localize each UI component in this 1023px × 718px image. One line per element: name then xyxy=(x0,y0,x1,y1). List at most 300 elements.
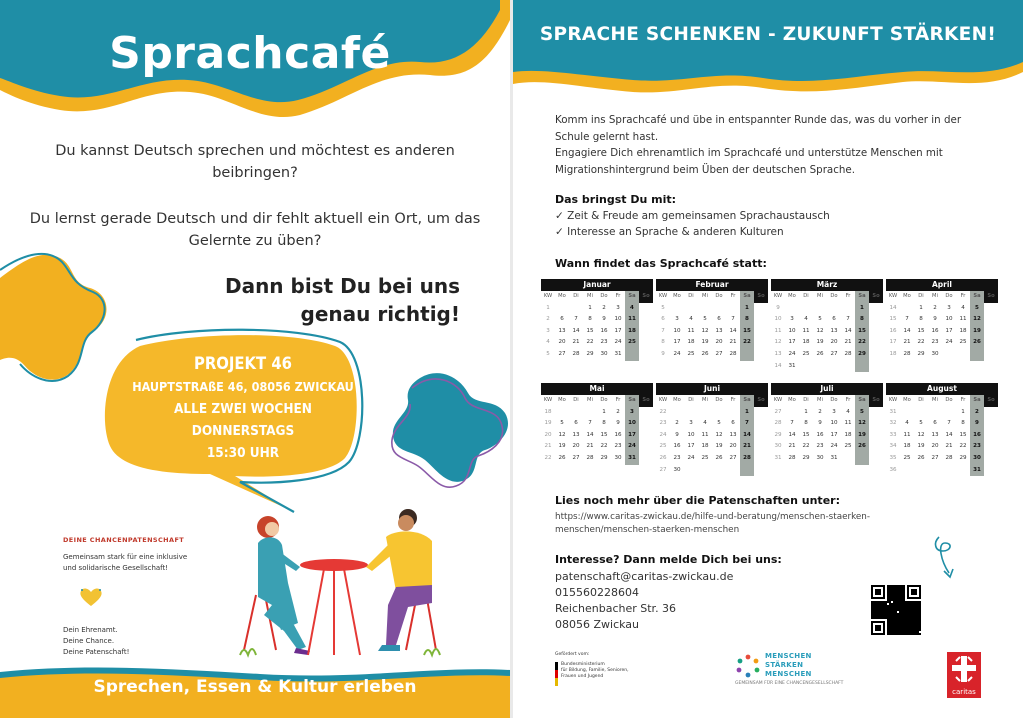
calendar-day: 12 xyxy=(558,431,566,438)
weekday-label: Di xyxy=(688,397,694,403)
calendar-day: 21 xyxy=(788,443,796,450)
weekday-label: KW xyxy=(543,293,553,299)
calendar-day: 5 xyxy=(560,420,564,427)
calendar-day xyxy=(555,407,569,419)
calendar-day: 2 xyxy=(602,304,606,311)
calendar-day xyxy=(785,303,799,315)
brand-footer-1: Dein Ehrenamt. xyxy=(63,626,118,634)
punch-line-2: genau richtig! xyxy=(300,302,460,326)
weekday-label: Do xyxy=(600,397,608,403)
calendar-day: 30 xyxy=(816,454,824,461)
calendar-week-row xyxy=(886,326,998,338)
calendar-day xyxy=(900,303,914,315)
calendar-day xyxy=(684,465,698,477)
week-number: 24 xyxy=(659,431,667,438)
calendar-week-row xyxy=(541,430,653,442)
weekday-label: Di xyxy=(803,397,809,403)
calendar-day: 10 xyxy=(687,431,695,438)
calendar-day: 3 xyxy=(675,316,679,323)
calendar-week-row xyxy=(771,407,883,419)
calendar-week-row xyxy=(541,441,653,453)
week-number: 15 xyxy=(889,316,897,323)
qr-code-icon[interactable] xyxy=(871,585,921,635)
calendar-day: 18 xyxy=(844,431,852,438)
more-info-link[interactable]: https://www.caritas-zwickau.de/hilfe-und-beratung/menschen-staerken-menschen/menschen-staerken-menschen xyxy=(555,512,871,535)
calendar-day: 16 xyxy=(931,327,939,334)
calendar-day: 22 xyxy=(917,339,925,346)
calendar-day: 6 xyxy=(717,316,721,323)
calendar-day: 11 xyxy=(844,420,852,427)
calendar-day: 16 xyxy=(600,327,608,334)
calendar-week-row xyxy=(656,430,768,442)
calendar-day: 10 xyxy=(788,327,796,334)
week-number: 7 xyxy=(661,327,665,334)
calendar-day xyxy=(684,303,698,315)
calendar-day: 30 xyxy=(600,350,608,357)
intro-question-2: Du lernst gerade Deutsch und dir fehlt aktuell ein Ort, um das Gelernte zu üben? xyxy=(29,211,481,249)
calendar-day: 8 xyxy=(919,316,923,323)
contact-email[interactable]: patenschaft@caritas-zwickau.de xyxy=(555,570,734,583)
calendar-day xyxy=(970,349,984,361)
week-number: 14 xyxy=(889,304,897,311)
calendar-day: 26 xyxy=(917,454,925,461)
ministry-name-2: für Bildung, Familie, Senioren, xyxy=(561,668,629,673)
calendar-day: 15 xyxy=(855,326,869,338)
german-flag-icon xyxy=(555,662,558,686)
calendar-day: 21 xyxy=(586,443,594,450)
requirements-heading: Das bringst Du mit: xyxy=(555,193,677,206)
calendar-day: 25 xyxy=(625,337,639,349)
funding-label: Gefördert vom: xyxy=(555,652,590,657)
requirements-list xyxy=(555,208,995,240)
calendar-day: 26 xyxy=(558,454,566,461)
weekday-label: Mo xyxy=(558,293,566,299)
calendar-month-name: August xyxy=(886,383,998,395)
calendar-week-row xyxy=(656,326,768,338)
calendar-day: 9 xyxy=(616,420,620,427)
calendar-day: 29 xyxy=(917,350,925,357)
calendar-day: 21 xyxy=(729,339,737,346)
calendar-day: 13 xyxy=(931,431,939,438)
calendar-days xyxy=(771,291,883,372)
intro-question-1: Du kannst Deutsch sprechen und möchtest es anderen beibringen? xyxy=(55,143,455,181)
calendar-day: 29 xyxy=(802,454,810,461)
week-number: 5 xyxy=(661,304,665,311)
contact-city: 08056 Zwickau xyxy=(555,618,640,631)
weekday-label: Mi xyxy=(702,397,708,403)
calendar-day: 23 xyxy=(600,339,608,346)
calendar-week-row xyxy=(541,326,653,338)
calendar-day xyxy=(813,361,827,373)
calendar-month-name: Januar xyxy=(541,279,653,291)
calendar-day: 2 xyxy=(970,407,984,419)
calendar-day: 18 xyxy=(687,339,695,346)
calendar-day: 28 xyxy=(572,350,580,357)
calendar-day: 30 xyxy=(970,453,984,465)
calendar-day: 17 xyxy=(687,443,695,450)
calendar-day xyxy=(555,303,569,315)
calendar-day: 9 xyxy=(933,316,937,323)
calendar-day xyxy=(670,407,684,419)
calendar-week-row xyxy=(886,337,998,349)
calendar-day: 26 xyxy=(701,350,709,357)
calendar-day: 20 xyxy=(931,443,939,450)
weekday-label: Fr xyxy=(960,397,966,403)
calendar-day: 21 xyxy=(740,441,754,453)
weekday-label: Di xyxy=(688,293,694,299)
week-number: 27 xyxy=(774,408,782,415)
calendar-day: 31 xyxy=(625,453,639,465)
weekday-label: So xyxy=(984,291,998,303)
calendar-day: 26 xyxy=(816,350,824,357)
brand-footer-2: Deine Chance. xyxy=(63,637,115,645)
calendar-day: 12 xyxy=(917,431,925,438)
calendar-day xyxy=(785,407,799,419)
week-number: 9 xyxy=(776,304,780,311)
calendar-day: 21 xyxy=(844,339,852,346)
calendar-day: 5 xyxy=(717,420,721,427)
weekday-label: Mo xyxy=(558,397,566,403)
calendar-day xyxy=(726,407,740,419)
calendar-month xyxy=(886,383,998,477)
week-number: 17 xyxy=(889,339,897,346)
calendar-month-name: Juni xyxy=(656,383,768,395)
calendar-day: 1 xyxy=(961,408,965,415)
event-details xyxy=(128,352,358,464)
week-number: 36 xyxy=(889,466,897,473)
weekday-label: KW xyxy=(543,397,553,403)
calendar-day: 11 xyxy=(802,327,810,334)
calendar-day xyxy=(726,465,740,477)
calendar-day: 1 xyxy=(602,408,606,415)
calendar-day: 3 xyxy=(790,316,794,323)
calendar-day xyxy=(928,465,942,477)
calendar-day: 30 xyxy=(931,350,939,357)
calendar-month-name: März xyxy=(771,279,883,291)
calendar-day: 8 xyxy=(740,314,754,326)
federal-ministry-logo xyxy=(555,652,655,686)
week-number: 13 xyxy=(774,350,782,357)
calendar-day: 13 xyxy=(729,431,737,438)
calendar-day: 25 xyxy=(687,350,695,357)
calendar-week-row xyxy=(541,453,653,465)
weekday-label: Di xyxy=(573,293,579,299)
week-number: 29 xyxy=(774,431,782,438)
wordmark-line-1: MENSCHEN xyxy=(765,652,812,660)
weekday-label: Do xyxy=(945,293,953,299)
caritas-wordmark: caritas xyxy=(952,688,976,696)
calendar-month xyxy=(771,279,883,373)
weekday-label: Fr xyxy=(845,293,851,299)
calendar-day: 2 xyxy=(616,408,620,415)
requirement-item: ✓ Interesse an Sprache & anderen Kulturen xyxy=(555,226,784,238)
calendar-day: 21 xyxy=(903,339,911,346)
week-number: 20 xyxy=(544,431,552,438)
intro-paragraph-1: Komm ins Sprachcafé und übe in entspannter Runde das, was du vorher in der Schule gelernt hast. xyxy=(555,114,962,143)
week-number: 18 xyxy=(544,408,552,415)
calendar-day: 20 xyxy=(558,339,566,346)
calendar-day: 24 xyxy=(687,454,695,461)
calendar-day: 7 xyxy=(947,420,951,427)
calendar-days xyxy=(886,395,998,476)
weekday-label: Di xyxy=(803,293,809,299)
menschen-staerken-wordmark xyxy=(765,652,812,679)
cafe-illustration xyxy=(236,505,446,670)
calendar-week-row xyxy=(886,441,998,453)
calendar-day: 3 xyxy=(616,304,620,311)
calendar-week-row xyxy=(656,441,768,453)
week-number: 22 xyxy=(544,454,552,461)
calendar-day: 14 xyxy=(729,327,737,334)
week-number: 30 xyxy=(774,443,782,450)
calendar-day: 19 xyxy=(701,339,709,346)
calendar-day: 17 xyxy=(830,431,838,438)
calendar-day: 5 xyxy=(818,316,822,323)
calendar-day xyxy=(841,453,855,465)
calendar-day: 22 xyxy=(740,337,754,349)
brand-subline xyxy=(63,552,263,574)
calendar-day: 2 xyxy=(675,420,679,427)
contact-details xyxy=(555,569,733,633)
calendar-day: 27 xyxy=(572,454,580,461)
weekday-label: Mo xyxy=(673,397,681,403)
calendar-day: 4 xyxy=(961,304,965,311)
calendar-weekday-row xyxy=(656,291,768,303)
intro-paragraph xyxy=(555,112,995,178)
event-time: 15:30 UHR xyxy=(206,445,280,461)
calendar-day xyxy=(813,303,827,315)
calendar-day: 20 xyxy=(830,339,838,346)
calendar-week-row xyxy=(771,337,883,349)
calendar-day: 4 xyxy=(689,316,693,323)
weekday-label: Mo xyxy=(673,293,681,299)
calendar-week-row xyxy=(771,441,883,453)
calendar-day: 13 xyxy=(558,327,566,334)
weekday-label: Mo xyxy=(903,293,911,299)
calendar-day: 14 xyxy=(945,431,953,438)
calendar-month xyxy=(771,383,883,477)
calendar-week-row xyxy=(886,314,998,326)
calendar-day: 1 xyxy=(588,304,592,311)
calendar-day: 15 xyxy=(917,327,925,334)
calendar-day xyxy=(569,407,583,419)
contact-street: Reichenbacher Str. 36 xyxy=(555,602,677,615)
weekday-label: Mi xyxy=(817,397,823,403)
weekday-label: So xyxy=(754,395,768,407)
calendar-week-row xyxy=(541,407,653,419)
requirement-item: ✓ Zeit & Freude am gemeinsamen Sprachaustausch xyxy=(555,210,830,222)
calendar-day: 7 xyxy=(574,316,578,323)
calendar-day: 3 xyxy=(689,420,693,427)
calendar-day xyxy=(827,303,841,315)
calendar-day: 4 xyxy=(703,420,707,427)
calendar-day: 25 xyxy=(959,339,967,346)
calendar-day: 12 xyxy=(701,327,709,334)
calendar-day: 7 xyxy=(846,316,850,323)
calendar-day: 28 xyxy=(729,350,737,357)
calendar-days xyxy=(656,395,768,476)
calendar-day: 24 xyxy=(830,443,838,450)
people-circle-icon xyxy=(735,653,761,679)
weekday-label: Mi xyxy=(932,293,938,299)
calendar-week-row xyxy=(886,453,998,465)
calendar-week-row xyxy=(771,303,883,315)
intro-paragraph-2: Engagiere Dich ehrenamtlich im Sprachcafé und unterstütze Menschen mit Migrationshintergrund beim Üben der deutschen Sprache. xyxy=(555,147,943,176)
calendar-day: 17 xyxy=(945,327,953,334)
week-number: 6 xyxy=(661,316,665,323)
calendar-week-row xyxy=(886,465,998,477)
week-number: 35 xyxy=(889,454,897,461)
weekday-label: Fr xyxy=(730,397,736,403)
calendar-week-row xyxy=(656,453,768,465)
calendar-week-row xyxy=(656,407,768,419)
caritas-logo xyxy=(947,652,981,698)
calendar-day: 4 xyxy=(625,303,639,315)
calendar-day: 31 xyxy=(788,362,796,369)
calendar-day: 27 xyxy=(830,350,838,357)
calendar-week-row xyxy=(541,303,653,315)
weekday-label: Sa xyxy=(625,291,639,303)
calendar-day: 23 xyxy=(816,443,824,450)
week-number: 2 xyxy=(546,316,550,323)
caritas-flame-cross-icon xyxy=(947,652,981,686)
calendar-day: 23 xyxy=(931,339,939,346)
week-number: 10 xyxy=(774,316,782,323)
contact-phone[interactable]: 015560228604 xyxy=(555,586,639,599)
brand-subline-2: und solidarische Gesellschaft! xyxy=(63,564,169,572)
calendar-month-name: Februar xyxy=(656,279,768,291)
weekday-label: Di xyxy=(918,397,924,403)
calendar-day xyxy=(712,407,726,419)
week-number: 25 xyxy=(659,443,667,450)
calendar-day: 14 xyxy=(740,430,754,442)
schedule-heading: Wann findet das Sprachcafé statt: xyxy=(555,257,767,270)
calendar-week-row xyxy=(771,326,883,338)
weekday-label: Sa xyxy=(855,395,869,407)
weekday-label: Do xyxy=(830,293,838,299)
calendar-day xyxy=(712,303,726,315)
calendar-day: 3 xyxy=(625,407,639,419)
calendar-day: 18 xyxy=(701,443,709,450)
week-number: 23 xyxy=(659,420,667,427)
calendar-weekday-row xyxy=(541,395,653,407)
calendar-day: 3 xyxy=(832,408,836,415)
weekday-label: Do xyxy=(945,397,953,403)
calendar-day: 30 xyxy=(673,466,681,473)
calendar-day: 24 xyxy=(625,441,639,453)
calendar-day: 9 xyxy=(602,316,606,323)
calendar-day: 4 xyxy=(804,316,808,323)
calendar-day: 13 xyxy=(715,327,723,334)
calendar-day: 1 xyxy=(740,303,754,315)
weekday-label: Fr xyxy=(615,397,621,403)
weekday-label: KW xyxy=(888,293,898,299)
calendar-day: 14 xyxy=(586,431,594,438)
weekday-label: So xyxy=(869,291,883,303)
calendar-day: 7 xyxy=(731,316,735,323)
heart-logo-icon xyxy=(78,586,104,608)
calendar-day: 16 xyxy=(816,431,824,438)
calendar-day: 4 xyxy=(905,420,909,427)
calendar-day: 1 xyxy=(740,407,754,419)
calendar-day: 20 xyxy=(572,443,580,450)
page-title: SPRACHE SCHENKEN - ZUKUNFT STÄRKEN! xyxy=(539,24,997,45)
calendar-day: 22 xyxy=(959,443,967,450)
calendar-day: 27 xyxy=(931,454,939,461)
calendar-day: 21 xyxy=(572,339,580,346)
calendar-day xyxy=(841,303,855,315)
calendar-day: 11 xyxy=(959,316,967,323)
calendar-day: 6 xyxy=(574,420,578,427)
weekday-label: Mo xyxy=(788,293,796,299)
calendar-day xyxy=(855,453,869,465)
weekday-label: Sa xyxy=(970,291,984,303)
weekday-label: Mi xyxy=(702,293,708,299)
calendar-day: 16 xyxy=(673,443,681,450)
weekday-label: Sa xyxy=(970,395,984,407)
calendar-week-row xyxy=(771,361,883,373)
weekday-label: Di xyxy=(573,397,579,403)
calendar-week-row xyxy=(771,349,883,361)
calendar-day: 15 xyxy=(959,431,967,438)
calendar-days xyxy=(541,395,653,465)
wordmark-line-2: STÄRKEN xyxy=(765,661,804,669)
calendar-day: 12 xyxy=(970,314,984,326)
calendar-day xyxy=(740,465,754,477)
weekday-label: Do xyxy=(600,293,608,299)
calendar-day: 22 xyxy=(855,337,869,349)
curly-arrow-icon xyxy=(931,533,961,583)
weekday-label: Do xyxy=(830,397,838,403)
brand-heading: DEINE CHANCENPATENSCHAFT xyxy=(63,536,185,544)
calendar-day: 26 xyxy=(855,441,869,453)
calendar-day: 18 xyxy=(802,339,810,346)
more-info-heading: Lies noch mehr über die Patenschaften unter: xyxy=(555,494,840,507)
punch-line-1: Dann bist Du bei uns xyxy=(224,274,460,298)
calendar-week-row xyxy=(656,465,768,477)
calendar-day: 17 xyxy=(614,327,622,334)
calendar-day: 7 xyxy=(588,420,592,427)
calendar-week-row xyxy=(656,303,768,315)
calendar-day: 10 xyxy=(945,316,953,323)
calendar-weekday-row xyxy=(771,291,883,303)
week-number: 26 xyxy=(659,454,667,461)
slogan: Sprechen, Essen & Kultur erleben xyxy=(93,677,417,697)
calendar-day xyxy=(956,349,970,361)
calendar-day: 27 xyxy=(558,350,566,357)
calendar-day: 8 xyxy=(804,420,808,427)
calendar-week-row xyxy=(771,418,883,430)
menschen-staerken-logo xyxy=(735,652,845,687)
calendar-day: 28 xyxy=(903,350,911,357)
calendar-day: 25 xyxy=(844,443,852,450)
week-number: 34 xyxy=(889,443,897,450)
calendar-day: 19 xyxy=(715,443,723,450)
event-project: PROJEKT 46 xyxy=(193,354,293,373)
calendar-day: 9 xyxy=(970,418,984,430)
calendar-day: 26 xyxy=(970,337,984,349)
week-number: 27 xyxy=(659,466,667,473)
weekday-label: Do xyxy=(715,397,723,403)
punch-line xyxy=(160,272,460,328)
calendar-week-row xyxy=(656,349,768,361)
weekday-label: Fr xyxy=(730,293,736,299)
calendar-month xyxy=(541,279,653,373)
calendar-day: 7 xyxy=(790,420,794,427)
brand-block xyxy=(63,536,263,574)
calendar-day: 10 xyxy=(614,316,622,323)
calendar-day: 1 xyxy=(919,304,923,311)
